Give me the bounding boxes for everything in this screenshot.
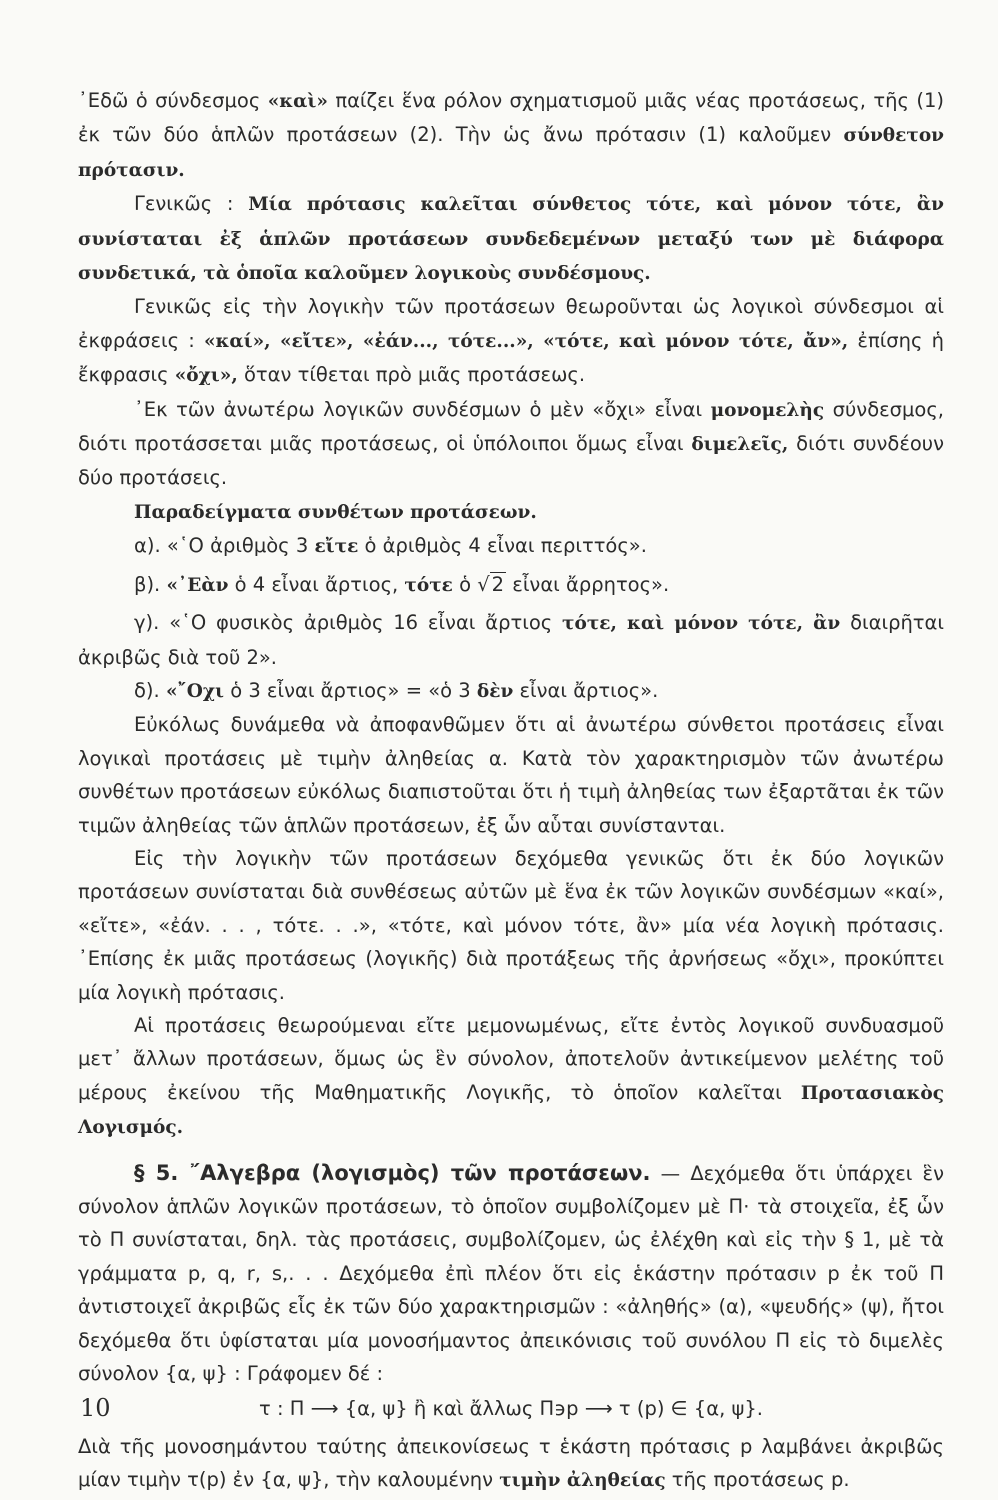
paragraph-9: Διὰ τῆς μονοσημάντου ταύτης ἀπεικονίσεως τ ἑκάστη πρότασις p λαμβάνει ἀκριβῶς μίαν τιμὴν τ(p) ἐν {α, ψ}, τὴν καλουμένην τιμὴν ἀληθείας τῆς προτάσεως p. (78, 1434, 944, 1492)
mapping-formula: τ : Π ⟶ {α, ψ} ἢ καὶ ἄλλως Π϶p ⟶ τ (p) ∈ {α, ψ}. (259, 1397, 763, 1421)
paragraph-1: ᾿Εδῶ ὁ σύνδεσμος «καὶ» παίζει ἕνα ρόλον σχηματισμοῦ μιᾶς νέας προτάσεως, τῆς (1) ἐκ τῶν δύο ἁπλῶν προτάσεων (2). Τὴν ὡς ἄνω πρότασιν (1) καλοῦμεν σύνθετον πρότασιν. (78, 89, 944, 181)
paragraph-7: Αἱ προτάσεις θεωρούμεναι εἴτε μεμονωμένως, εἴτε ἐντὸς λογικοῦ συνδυασμοῦ μετ᾿ ἄλλων προτάσεων, ὅμως ὡς ἓν σύνολον, ἀποτελοῦν ἀντικείμενον μελέτης τοῦ μέρους ἐκείνου τῆς Μαθηματικῆς Λογικῆς, τὸ ὁποῖον καλεῖται Προτασιακὸς Λογισμός. (78, 1013, 944, 1139)
square-root-2: √ 2 (477, 572, 505, 596)
example-b: β). «᾿Εὰν ὁ 4 εἶναι ἄρτιος, τότε ὁ √ 2 εἶναι ἄρρητος». (78, 568, 944, 602)
section-heading: § 5. ῎Αλγεβρα (λογισμὸς) τῶν προτάσεων. (134, 1160, 651, 1185)
paragraph-3: Γενικῶς εἰς τὴν λογικὴν τῶν προτάσεων θεωροῦνται ὡς λογικοὶ σύνδεσμοι αἱ ἐκφράσεις : «καί», «εἴτε», «ἐάν..., τότε...», «τότε, καὶ μόνον τότε, ἄν», ἐπίσης ἡ ἔκφρασις «ὄχι», ὅταν τίθεται πρὸ μιᾶς προτάσεως. (78, 295, 944, 387)
example-a: α). «῾Ο ἀριθμὸς 3 εἴτε ὁ ἀριθμὸς 4 εἶναι περιττός». (134, 534, 647, 558)
paragraph-2: Γενικῶς : Μία πρότασις καλεῖται σύνθετος τότε, καὶ μόνον τότε, ἂν συνίσταται ἐξ ἁπλῶν προτάσεων συνδεδεμένων μεταξύ των μὲ διάφορα συνδετικά, τὰ ὁποῖα καλοῦμεν λογικοὺς συνδέσμους. (78, 192, 944, 285)
section-5-paragraph: § 5. ῎Αλγεβρα (λογισμὸς) τῶν προτάσεων. — Δεχόμεθα ὅτι ὑπάρχει ἓν σύνολον ἁπλῶν λογικῶν προτάσεων, τὸ ὁποῖον συμβολίζομεν μὲ Π· τὰ στοιχεῖα, ἐξ ὧν τὸ Π συνίσταται, δηλ. τὰς προτάσεις, συμβολίζομεν, ὡς ἐλέχθη καὶ εἰς τὴν § 1, μὲ τὰ γράμματα p, q, r, s,. . . Δεχόμεθα ἐπὶ πλέον ὅτι εἰς ἑκάστην πρότασιν p ἐκ τοῦ Π ἀντιστοιχεῖ ἀκριβῶς εἷς ἐκ τῶν δύο χαρακτηρισμῶν : «ἀληθής» (α), «ψευδής» (ψ), ἤτοι δεχόμεθα ὅτι ὑφίσταται μία μονοσήμαντος ἀπεικόνισις τοῦ συνόλου Π εἰς τὸ διμελὲς σύνολον {α, ψ} : Γράφομεν δέ : (78, 1160, 944, 1386)
page-number: 10 (80, 1394, 111, 1422)
example-c: γ). «῾Ο φυσικὸς ἀριθμὸς 16 εἶναι ἄρτιος τότε, καὶ μόνον τότε, ἂν διαιρῆται ἀκριβῶς διὰ τοῦ 2». (78, 611, 945, 669)
examples-heading: Παραδείγματα συνθέτων προτάσεων. (134, 501, 537, 523)
paragraph-5: Εὐκόλως δυνάμεθα νὰ ἀποφανθῶμεν ὅτι αἱ ἀνωτέρω σύνθετοι προτάσεις εἶναι λογικαὶ προτάσεις μὲ τιμὴν ἀληθείας α. Κατὰ τὸν χαρακτηρισμὸν τῶν ἀνωτέρω συνθέτων προτάσεων εὐκόλως διαπιστοῦται ὅτι ἡ τιμὴ ἀληθείας των ἐξαρτᾶται ἐκ τῶν τιμῶν ἀληθείας τῶν ἁπλῶν προτάσεων, ἐξ ὧν αὗται συνίστανται. (78, 713, 944, 837)
paragraph-6: Εἰς τὴν λογικὴν τῶν προτάσεων δεχόμεθα γενικῶς ὅτι ἐκ δύο λογικῶν προτάσεων συνίσταται διὰ συνθέσεως αὐτῶν μὲ ἕνα ἐκ τῶν λογικῶν συνδέσμων «καί», «εἴτε», «ἐάν. . . , τότε. . .», «τότε, καὶ μόνον τότε, ἂν» μία νέα λογικὴ πρότασις. ᾿Επίσης ἐκ μιᾶς προτάσεως (λογικῆς) διὰ προτάξεως τῆς ἀρνήσεως «ὄχι», προκύπτει μία λογικὴ πρότασις. (78, 846, 944, 1004)
page-body (78, 84, 944, 1498)
example-d: δ). «῎Οχι ὁ 3 εἶναι ἄρτιος» = «ὁ 3 δὲν εἶναι ἄρτιος». (134, 678, 659, 702)
paragraph-4: ᾿Εκ τῶν ἀνωτέρω λογικῶν συνδέσμων ὁ μὲν «ὄχι» εἶναι μονομελὴς σύνδεσμος, διότι προτάσσεται μιᾶς προτάσεως, οἱ ὑπόλοιποι ὅμως εἶναι διμελεῖς, διότι συνδέουν δύο προτάσεις. (78, 397, 944, 490)
